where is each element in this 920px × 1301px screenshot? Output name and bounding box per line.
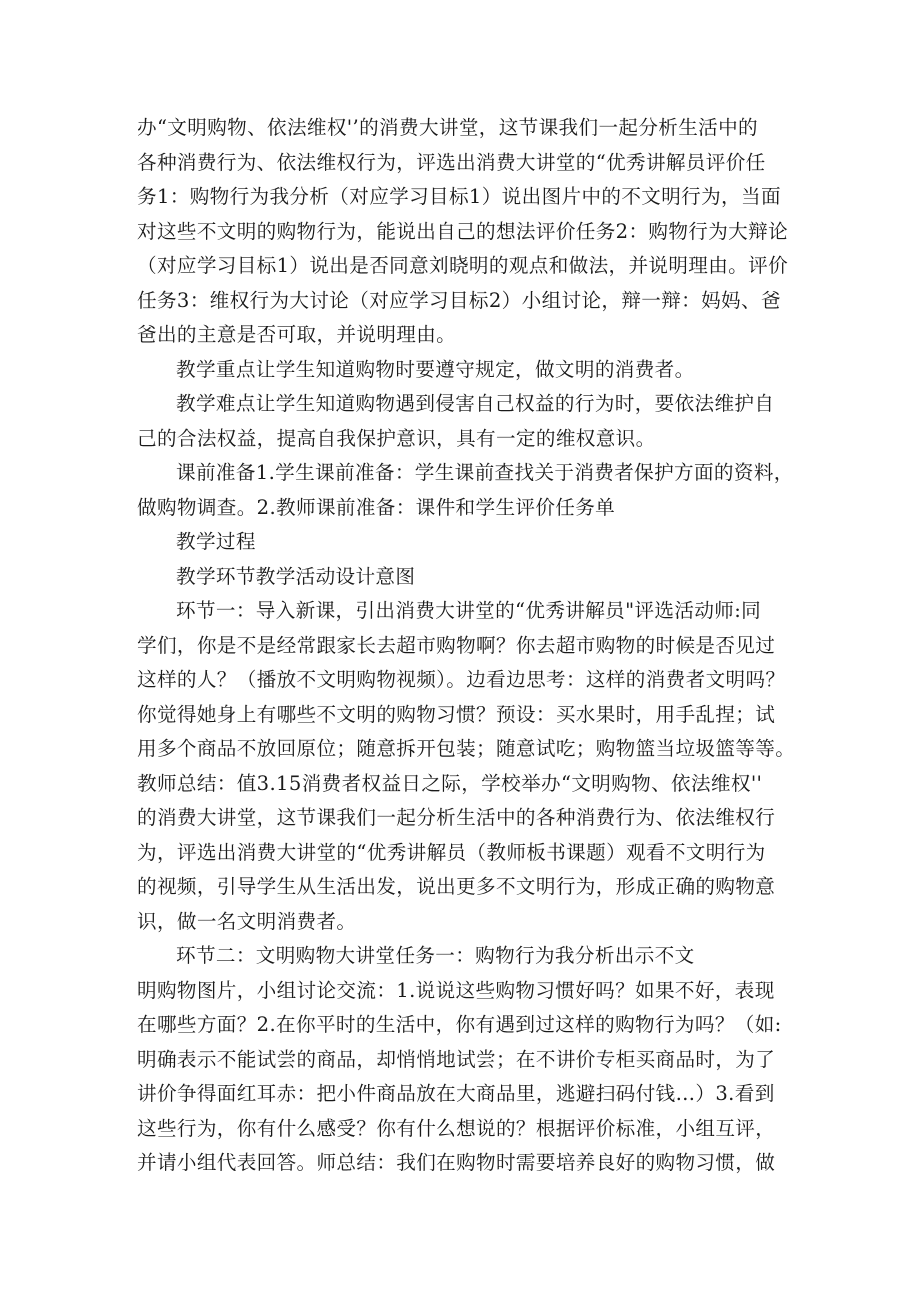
text-line: 并请小组代表回答。师总结：我们在购物时需要培养良好的购物习惯，做: [137, 1151, 776, 1174]
text-line: 任务3：维权行为大讨论（对应学习目标2）小组讨论，辩一辩：妈妈、爸: [137, 288, 781, 312]
text-line: 务1：购物行为我分析（对应学习目标1）说出图片中的不文明行为，当面: [137, 185, 781, 208]
text-line: 这些行为，你有什么感受？你有什么想说的？根据评价标准，小组互评，: [137, 1116, 776, 1140]
heading-teaching-process: 教学过程: [176, 530, 256, 553]
text-line: 教师总结：值3.15消费者权益日之际，学校举办“文明购物、依法维权'': [137, 771, 763, 795]
text-line: 讲价争得面红耳赤：把小件商品放在大商品里，逃避扫码付钱…）3.看到: [137, 1082, 775, 1105]
paragraph-section-one: 环节一：导入新课，引出消费大讲堂的“优秀讲解员"评选活动师:同: [176, 599, 762, 622]
text-line: 己的合法权益，提高自我保护意识，具有一定的维权意识。: [137, 426, 656, 450]
text-line: 爸出的主意是否可取，并说明理由。: [137, 323, 457, 346]
text-line: 为，评选出消费大讲堂的“优秀讲解员（教师板书课题）观看不文明行为: [137, 840, 766, 864]
text-line: 办“文明购物、依法维权'’的消费大讲堂，这节课我们一起分析生活中的: [137, 116, 758, 139]
text-line: 学们，你是不是经常跟家长去超市购物啊？你去超市购物的时候是否见过: [137, 633, 776, 657]
text-line: 这样的人？（播放不文明购物视频）。边看边思考：这样的消费者文明吗？: [137, 668, 786, 691]
text-line: 做购物调查。2.教师课前准备：课件和学生评价任务单: [137, 495, 616, 519]
paragraph-teaching-focus: 教学重点让学生知道购物时要遵守规定，做文明的消费者。: [176, 357, 695, 381]
heading-table-columns: 教学环节教学活动设计意图: [176, 564, 416, 588]
text-line: 在哪些方面？2.在你平时的生活中，你有遇到过这样的购物行为吗？（如:: [137, 1013, 782, 1036]
text-line: 用多个商品不放回原位；随意拆开包装；随意试吃；购物篮当垃圾篮等等。: [137, 737, 796, 760]
paragraph-preparation: 课前准备1.学生课前准备：学生课前查找关于消费者保护方面的资料，: [176, 461, 794, 484]
text-line: 各种消费行为、依法维权行为，评选出消费大讲堂的“优秀讲解员评价任: [137, 150, 766, 174]
text-line: 明确表示不能试尝的商品，却悄悄地试尝；在不讲价专柜买商品时，为了: [137, 1047, 776, 1071]
text-line: 的消费大讲堂，这节课我们一起分析生活中的各种消费行为、依法维权行: [137, 806, 776, 829]
document-body: [137, 111, 796, 1181]
text-line: 识，做一名文明消费者。: [137, 909, 357, 933]
text-line: 对这些不文明的购物行为，能说出自己的想法评价任务2：购物行为大辩论: [137, 219, 789, 243]
text-line: 明购物图片，小组讨论交流：1.说说这些购物习惯好吗？如果不好，表现: [137, 978, 775, 1002]
text-line: 的视频，引导学生从生活出发，说出更多不文明行为，形成正确的购物意: [137, 875, 776, 898]
paragraph-teaching-difficulty: 教学难点让学生知道购物遇到侵害自己权益的行为时，要依法维护自: [176, 392, 775, 415]
text-line: 你觉得她身上有哪些不文明的购物习惯？预设：买水果时，用手乱捏；试: [137, 702, 776, 726]
text-line: （对应学习目标1）说出是否同意刘晓明的观点和做法，并说明理由。评价: [137, 254, 789, 277]
paragraph-section-two: 环节二：文明购物大讲堂任务一：购物行为我分析出示不文: [176, 944, 695, 967]
